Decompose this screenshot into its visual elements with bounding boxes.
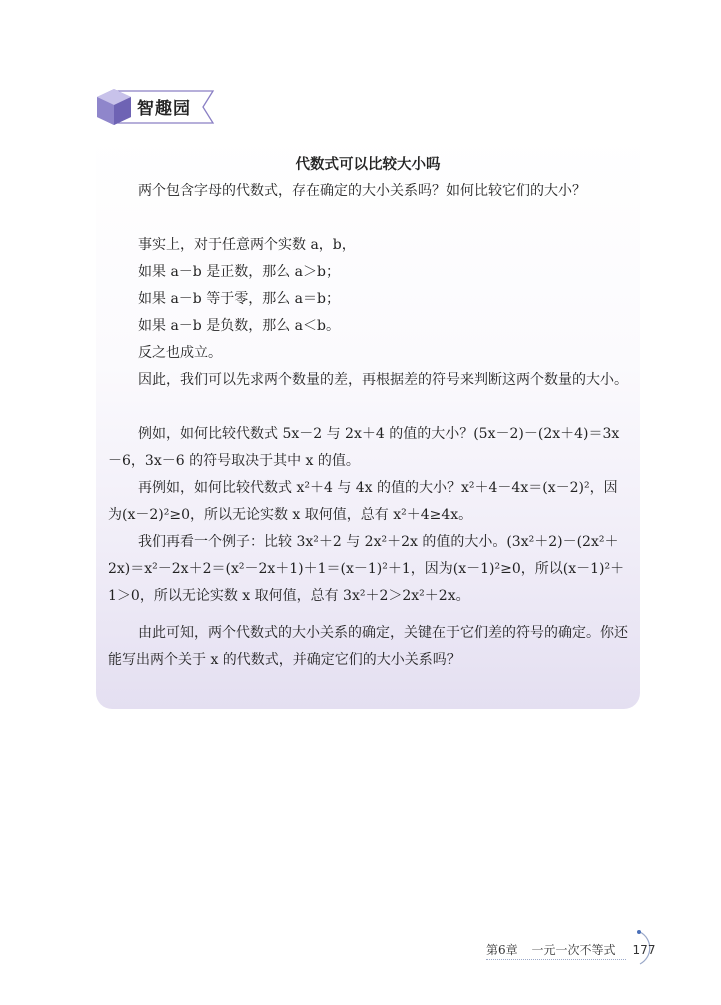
- section-label: 智趣园: [137, 99, 191, 119]
- paragraph-9: 再例如，如何比较代数式 x²＋4 与 4x 的值的大小？x²＋4－4x＝(x－2)²，因为(x－2)²≥0，所以无论实数 x 取何值，总有 x²＋4≥4x。: [108, 480, 618, 523]
- paragraph-6: 反之也成立。: [138, 345, 222, 361]
- chapter-number: 第6章: [486, 943, 518, 957]
- paragraph-7: 因此，我们可以先求两个数量的差，再根据差的符号来判断这两个数量的大小。: [138, 372, 628, 388]
- paragraph-2: 事实上，对于任意两个实数 a，b，: [138, 237, 356, 253]
- paragraph-10: 我们再看一个例子：比较 3x²＋2 与 2x²＋2x 的值的大小。(3x²＋2)－(2x²＋2x)＝x²－2x＋2＝(x²－2x＋1)＋1＝(x－1)²＋1，因为(x－1)²≥0，所以(x－1)²＋1＞0，所以无论实数 x 取何值，总有 3x²＋2＞2x²＋2x。: [108, 534, 625, 604]
- paragraph-8: 例如，如何比较代数式 5x－2 与 2x＋4 的值的大小？(5x－2)－(2x＋4)＝3x－6，3x－6 的符号取决于其中 x 的值。: [108, 426, 620, 469]
- article-title: 代数式可以比较大小吗: [295, 157, 441, 173]
- paragraph-5: 如果 a－b 是负数，那么 a＜b。: [138, 318, 340, 334]
- footer-chapter: [486, 941, 615, 958]
- paragraph-11: 由此可知，两个代数式的大小关系的确定，关键在于它们差的符号的确定。你还能写出两个关于 x 的代数式，并确定它们的大小关系吗？: [108, 625, 628, 668]
- paragraph-4: 如果 a－b 等于零，那么 a＝b；: [138, 291, 340, 307]
- paragraph-3: 如果 a－b 是正数，那么 a＞b；: [138, 264, 340, 280]
- chapter-title: 一元一次不等式: [531, 943, 616, 957]
- page-number: 177: [632, 943, 656, 957]
- section-banner: [93, 88, 215, 126]
- paragraph-1: 两个包含字母的代数式，存在确定的大小关系吗？如何比较它们的大小？: [138, 183, 586, 199]
- footer-divider: [486, 959, 626, 960]
